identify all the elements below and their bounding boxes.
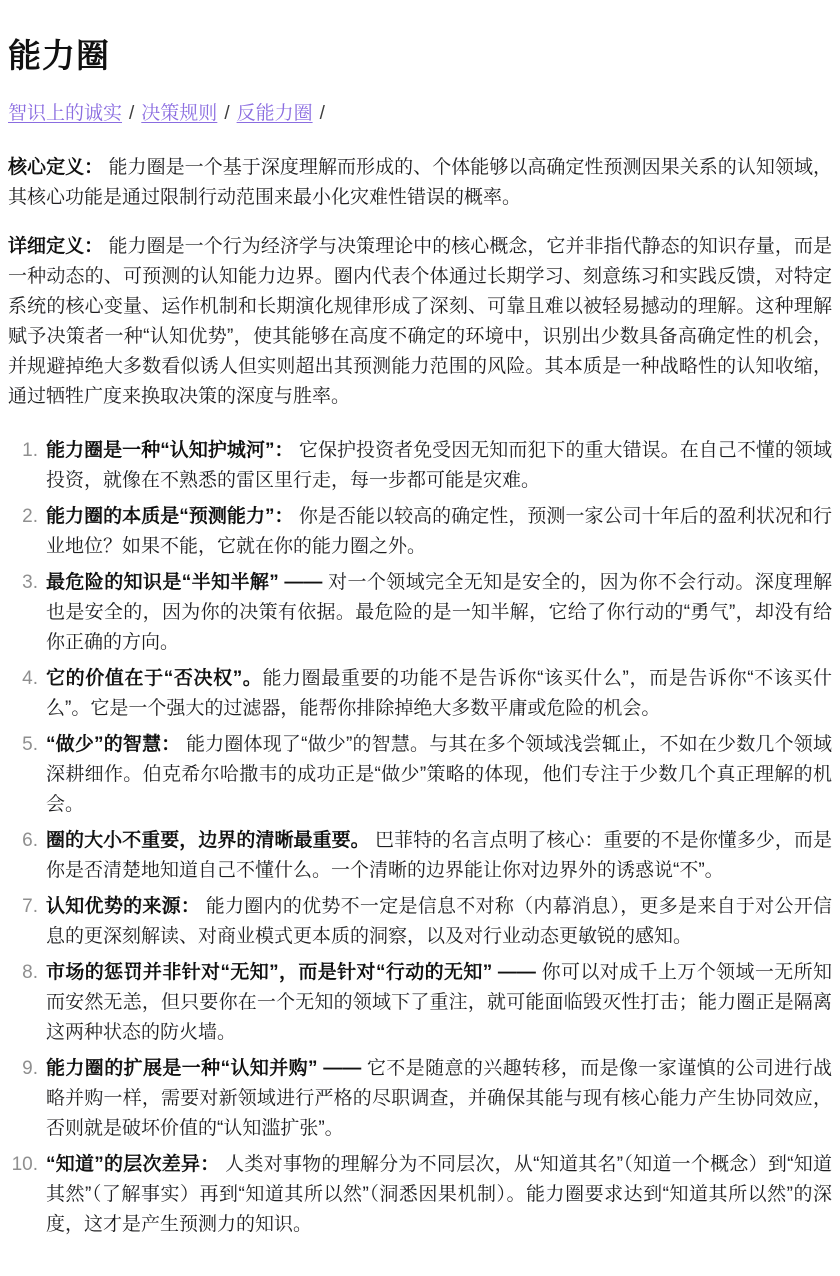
link-separator: / (224, 103, 230, 124)
core-definition-text: 能力圈是一个基于深度理解而形成的、个体能够以高确定性预测因果关系的认知领域，其核心功能是通过限制行动范围来最小化灾难性错误的概率。 (8, 157, 832, 208)
list-item-body: 对一个领域完全无知是安全的，因为你不会行动。深度理解也是安全的，因为你的决策有依据。最危险的是一知半解，它给了你行动的“勇气”，却没有给你正确的方向。 (46, 572, 833, 653)
list-item (8, 502, 832, 562)
list-item-lead: 能力圈是一种“认知护城河”： (46, 440, 294, 461)
list-number: 8. (22, 962, 38, 983)
list-item-text (46, 664, 832, 724)
list-item (8, 730, 832, 820)
list-item-lead: 能力圈的扩展是一种“认知并购” —— (46, 1058, 362, 1079)
list-item-text (46, 502, 832, 562)
list-item (8, 826, 832, 886)
list-item-body: 能力圈体现了“做少”的智慧。与其在多个领域浅尝辄止，不如在少数几个领域深耕细作。伯克希尔哈撒韦的成功正是“做少”策略的体现，他们专注于少数几个真正理解的机会。 (46, 734, 832, 815)
list-item-body: 你是否能以较高的确定性，预测一家公司十年后的盈利状况和行业地位？如果不能，它就在你的能力圈之外。 (46, 506, 832, 557)
list-item-lead: 市场的惩罚并非针对“无知”，而是针对“行动的无知” —— (46, 962, 536, 983)
list-item-body: 你可以对成千上万个领域一无所知而安然无恙，但只要你在一个无知的领域下了重注，就可能面临毁灭性打击；能力圈正是隔离这两种状态的防火墙。 (46, 962, 833, 1043)
list-number: 10. (11, 1154, 38, 1175)
list-item (8, 1150, 832, 1240)
link-intellectual-honesty[interactable]: 智识上的诚实 (8, 103, 123, 124)
list-number: 1. (22, 440, 38, 461)
list-item-body: 能力圈最重要的功能不是告诉你“该买什么”，而是告诉你“不该买什么”。它是一个强大的过滤器，能帮你排除掉绝大多数平庸或危险的机会。 (46, 668, 832, 719)
list-item-lead: 认知优势的来源： (46, 896, 201, 917)
page-title: 能力圈 (8, 37, 110, 74)
list-item-text (46, 436, 832, 496)
list-number: 4. (22, 668, 38, 689)
link-anti-competence-circle[interactable]: 反能力圈 (236, 103, 313, 124)
list-item (8, 568, 832, 658)
detailed-definition-label: 详细定义： (8, 236, 104, 257)
list-item-body: 人类对事物的理解分为不同层次，从“知道其名”（知道一个概念）到“知道其然”（了解事实）再到“知道其所以然”（洞悉因果机制）。能力圈要求达到“知道其所以然”的深度，这才是产生预测力的知识。 (46, 1154, 832, 1235)
list-item-body: 能力圈内的优势不一定是信息不对称（内幕消息），更多是来自于对公开信息的更深刻解读、对商业模式更本质的洞察，以及对行业动态更敏锐的感知。 (46, 896, 832, 947)
list-number: 7. (22, 896, 38, 917)
list-item-lead: “知道”的层次差异： (46, 1154, 220, 1175)
detailed-definition-text: 能力圈是一个行为经济学与决策理论中的核心概念，它并非指代静态的知识存量，而是一种动态的、可预测的认知能力边界。圈内代表个体通过长期学习、刻意练习和实践反馈，对特定系统的核心变量、运作机制和长期演化规律形成了深刻、可靠且难以被轻易撼动的理解。这种理解赋予决策者一种“认知优势”，使其能够在高度不确定的环境中，识别出少数具备高确定性的机会，并规避掉绝大多数看似诱人但实则超出其预测能力范围的风险。其本质是一种战略性的认知收缩，通过牺牲广度来换取决策的深度与胜率。 (8, 236, 832, 407)
list-item-text (46, 892, 832, 952)
list-item (8, 1054, 832, 1144)
list-item-lead: 它的价值在于“否决权”。 (46, 668, 263, 689)
list-number: 9. (22, 1058, 38, 1079)
paragraph-detailed-definition (8, 232, 832, 412)
list-item-lead: 圈的大小不重要，边界的清晰最重要。 (46, 830, 370, 851)
list-item-lead: 最危险的知识是“半知半解” —— (46, 572, 323, 593)
core-definition-label: 核心定义： (8, 157, 104, 178)
list-number: 6. (22, 830, 38, 851)
list-item-body: 它不是随意的兴趣转移，而是像一家谨慎的公司进行战略并购一样，需要对新领域进行严格的尽职调查，并确保其能与现有核心能力产生协同效应，否则就是破坏价值的“认知滥扩张”。 (46, 1058, 832, 1139)
related-links (8, 99, 832, 129)
list-item-text (46, 958, 832, 1048)
link-decision-rules[interactable]: 决策规则 (141, 103, 218, 124)
list-item-text (46, 826, 832, 886)
list-item-text (46, 1054, 832, 1144)
link-separator: / (129, 103, 135, 124)
list-item (8, 958, 832, 1048)
list-item-text (46, 568, 832, 658)
list-item-body: 它保护投资者免受因无知而犯下的重大错误。在自己不懂的领域投资，就像在不熟悉的雷区里行走，每一步都可能是灾难。 (46, 440, 832, 491)
list-number: 3. (22, 572, 38, 593)
list-item-body: 巴菲特的名言点明了核心：重要的不是你懂多少，而是你是否清楚地知道自己不懂什么。一个清晰的边界能让你对边界外的诱惑说“不”。 (46, 830, 832, 881)
list-number: 2. (22, 506, 38, 527)
list-item (8, 436, 832, 496)
paragraph-core-definition (8, 153, 832, 213)
list-item (8, 892, 832, 952)
list-item (8, 664, 832, 724)
link-separator: / (319, 103, 325, 124)
list-item-text (46, 730, 832, 820)
list-item-lead: “做少”的智慧： (46, 734, 181, 755)
list-number: 5. (22, 734, 38, 755)
key-points-list (8, 436, 832, 1240)
list-item-lead: 能力圈的本质是“预测能力”： (46, 506, 294, 527)
list-item-text (46, 1150, 832, 1240)
